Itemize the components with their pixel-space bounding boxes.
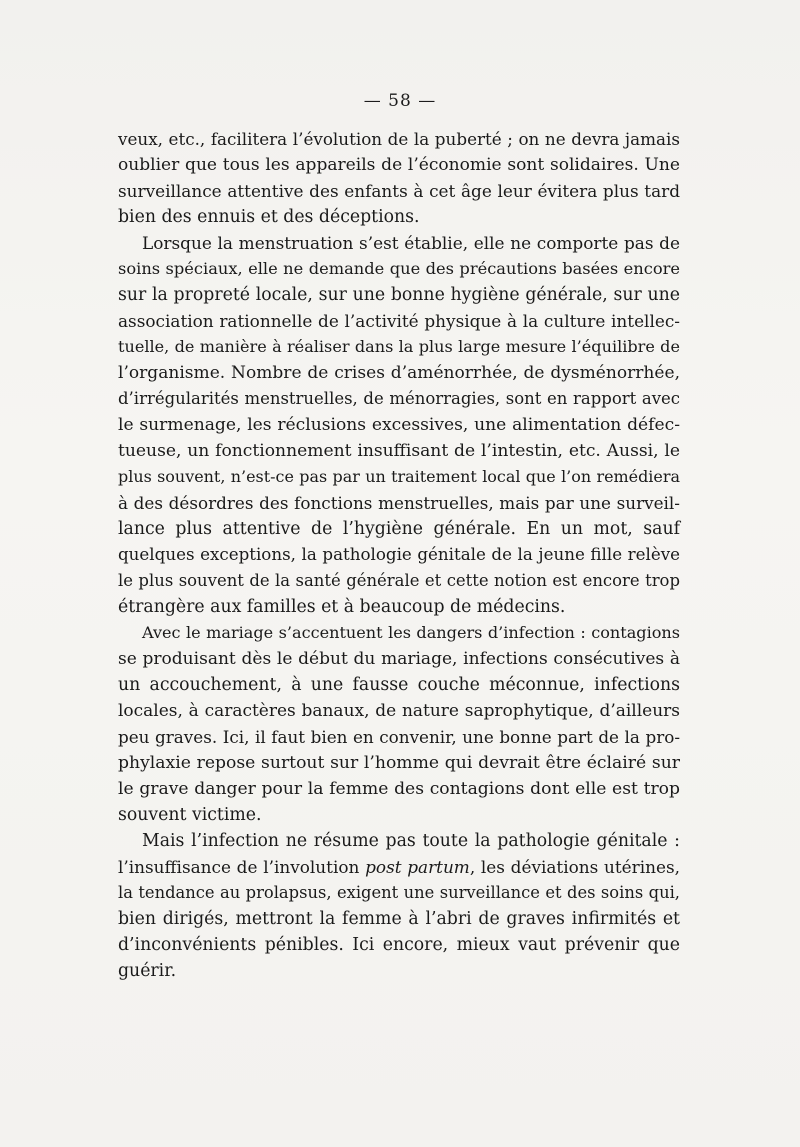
text-line: souvent victime.	[118, 805, 262, 825]
text-line: étrangère aux familles et à beaucoup de médecins.	[118, 597, 566, 617]
text-line: la tendance au prolapsus, exigent une surveillance et des soins qui,	[118, 883, 680, 902]
text-line: le grave danger pour la femme des contagions dont elle est trop	[118, 779, 680, 799]
paragraph	[118, 230, 680, 620]
text-segment: l’insuffisance de l’involution	[118, 857, 366, 877]
text-line: tueuse, un fonctionnement insuffisant de l’intestin, etc. Aussi, le	[118, 441, 680, 461]
text-line: à des désordres des fonctions menstruelles, mais par une surveil-	[118, 493, 680, 513]
text-line-with-italic	[118, 854, 680, 880]
text-line: phylaxie repose surtout sur l’homme qui devrait être éclairé sur	[118, 753, 680, 773]
text-line: lance plus attentive de l’hygiène générale. En un mot, sauf	[118, 519, 680, 539]
text-line: soins spéciaux, elle ne demande que des précautions basées encore	[118, 259, 680, 278]
text-line: le surmenage, les réclusions excessives, une alimentation défec-	[118, 415, 680, 435]
text-line: peu graves. Ici, il faut bien en convenir, une bonne part de la pro-	[118, 727, 680, 747]
text-line: d’irrégularités menstruelles, de ménorragies, sont en rapport avec	[118, 389, 680, 408]
text-line: bien des ennuis et des déceptions.	[118, 207, 420, 227]
paragraph	[118, 126, 680, 230]
text-line: le plus souvent de la santé générale et cette notion est encore trop	[118, 571, 680, 590]
text-line: sur la propreté locale, sur une bonne hygiène générale, sur une	[118, 285, 680, 305]
text-line: Avec le mariage s’accentuent les dangers d’infection : contagions	[142, 623, 680, 642]
text-line: surveillance attentive des enfants à cet âge leur évitera plus tard	[118, 181, 680, 201]
text-line: tuelle, de manière à réaliser dans la plus large mesure l’équilibre de	[118, 337, 680, 356]
italic-term: post partum	[365, 857, 470, 877]
text-line: un accouchement, à une fausse couche méconnue, infections	[118, 675, 680, 695]
text-line: l’organisme. Nombre de crises d’aménorrhée, de dysménorrhée,	[118, 363, 680, 383]
text-line: veux, etc., facilitera l’évolution de la puberté ; on ne devra jamais	[118, 129, 680, 149]
text-line: Lorsque la menstruation s’est établie, elle ne comporte pas de	[142, 233, 680, 253]
body-text	[118, 126, 680, 984]
text-line: d’inconvénients pénibles. Ici encore, mieux vaut prévenir que	[118, 935, 680, 955]
text-line: quelques exceptions, la pathologie génitale de la jeune fille relève	[118, 545, 680, 564]
text-line: locales, à caractères banaux, de nature saprophytique, d’ailleurs	[118, 701, 680, 721]
text-segment: , les déviations utérines,	[469, 857, 680, 877]
text-line: bien dirigés, mettront la femme à l’abri de graves infirmités et	[118, 909, 680, 929]
paragraph	[118, 828, 680, 984]
text-line: plus souvent, n’est-ce pas par un traitement local que l’on remédiera	[118, 467, 680, 486]
text-line: oublier que tous les appareils de l’économie sont solidaires. Une	[118, 155, 680, 175]
text-line: guérir.	[118, 961, 177, 981]
text-line: association rationnelle de l’activité physique à la culture intellec-	[118, 311, 680, 331]
page-number: — 58 —	[363, 91, 437, 111]
text-line: se produisant dès le début du mariage, infections consécutives à	[118, 649, 680, 669]
text-line: Mais l’infection ne résume pas toute la pathologie génitale :	[142, 831, 680, 851]
paragraph	[118, 620, 680, 828]
